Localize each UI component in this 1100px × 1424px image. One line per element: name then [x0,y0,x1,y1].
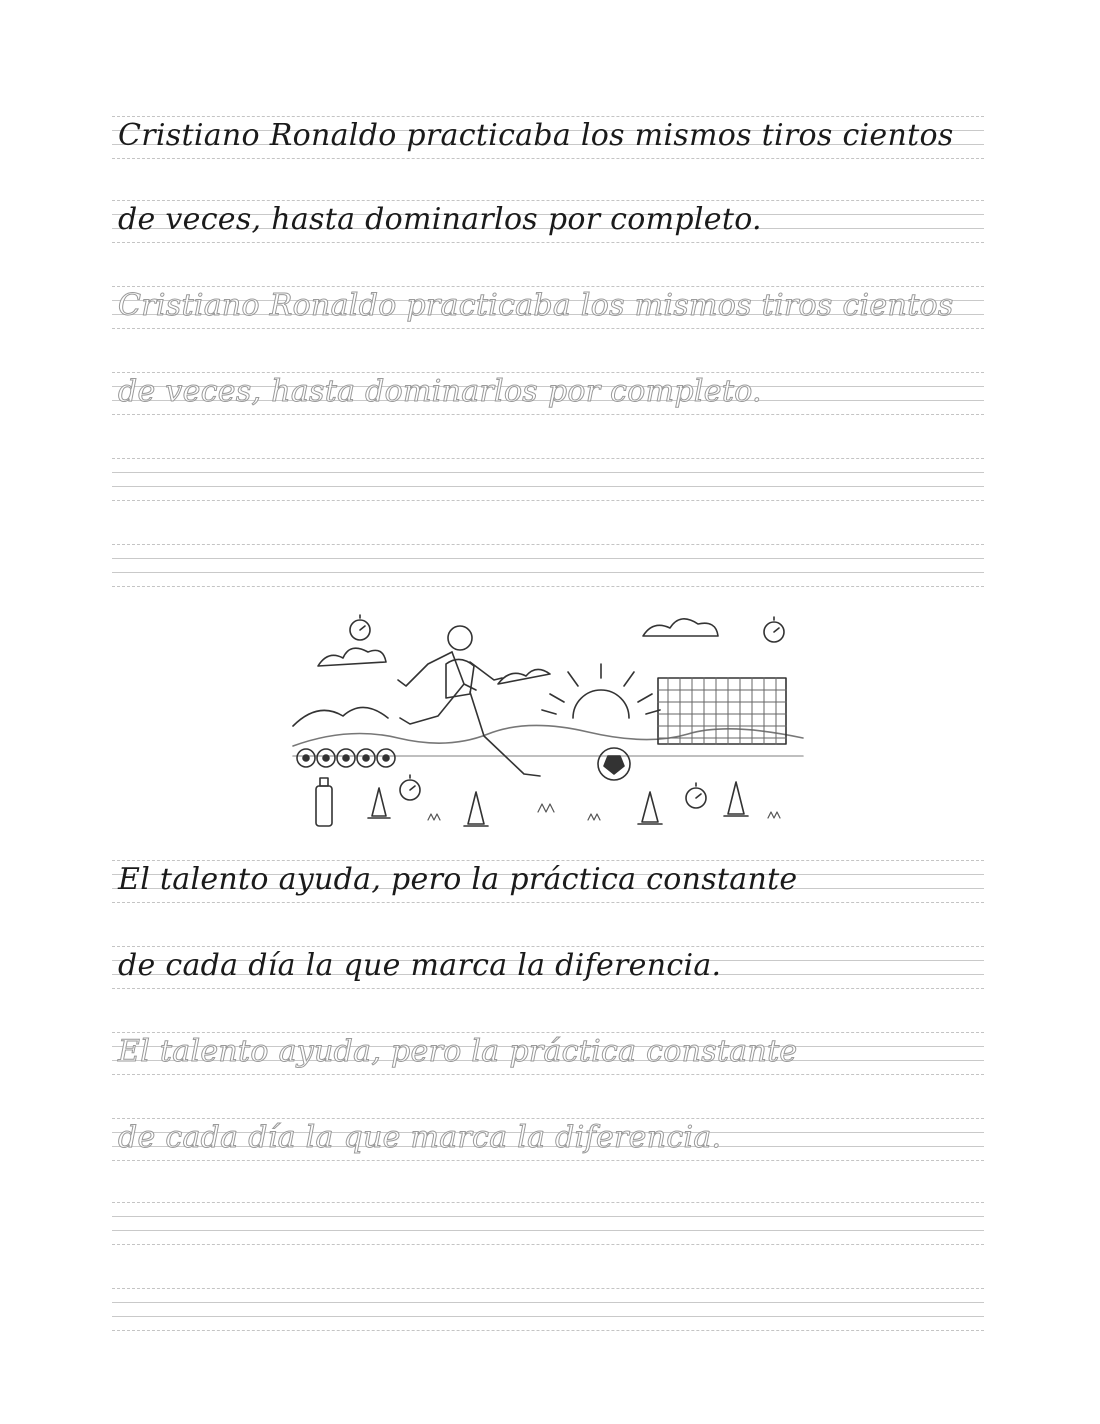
bush-left [293,707,388,726]
model-sentence-text: El talento ayuda, pero la práctica constante [118,862,798,897]
model-line [112,116,984,158]
trace-line [112,286,984,328]
traffic-cone-icon [638,792,662,824]
blank-writing-line [112,1288,984,1330]
sun-icon [542,664,660,718]
goal-net-icon [658,678,786,744]
model-line [112,946,984,988]
soccer-ball-icon [337,749,355,767]
trace-line [112,372,984,414]
soccer-ball-icon [317,749,335,767]
blank-writing-line [112,544,984,586]
stopwatch-icon [400,775,420,800]
cloud-icon [318,648,386,666]
trace-sentence-text: de cada día la que marca la diferencia. [118,1120,722,1155]
trace-sentence-text: Cristiano Ronaldo practicaba los mismos tiros cientos [118,288,954,323]
stopwatch-icon [686,783,706,808]
model-sentence-text: de veces, hasta dominarlos por completo. [118,202,762,237]
soccer-ball-icon [377,749,395,767]
model-sentence-text: Cristiano Ronaldo practicaba los mismos tiros cientos [118,118,954,153]
traffic-cone-icon [368,788,390,818]
soccer-ball-icon [357,749,375,767]
trace-sentence-text: El talento ayuda, pero la práctica constante [118,1034,798,1069]
cloud-icon [498,669,550,684]
blank-writing-line [112,458,984,500]
stopwatch-icon [764,617,784,642]
trace-line [112,1118,984,1160]
trace-sentence-text: de veces, hasta dominarlos por completo. [118,374,762,409]
cloud-icon [643,619,718,636]
soccer-ball-icon [297,749,315,767]
traffic-cone-icon [724,782,748,816]
model-line [112,200,984,242]
soccer-player [398,626,540,776]
traffic-cone-icon [464,792,488,826]
blank-writing-line [112,1202,984,1244]
trace-line [112,1032,984,1074]
model-sentence-text: de cada día la que marca la diferencia. [118,948,722,983]
model-line [112,860,984,902]
soccer-practice-illustration [288,606,808,834]
stopwatch-icon [350,615,370,640]
water-bottle-icon [316,778,332,826]
soccer-ball-icon [598,748,630,780]
